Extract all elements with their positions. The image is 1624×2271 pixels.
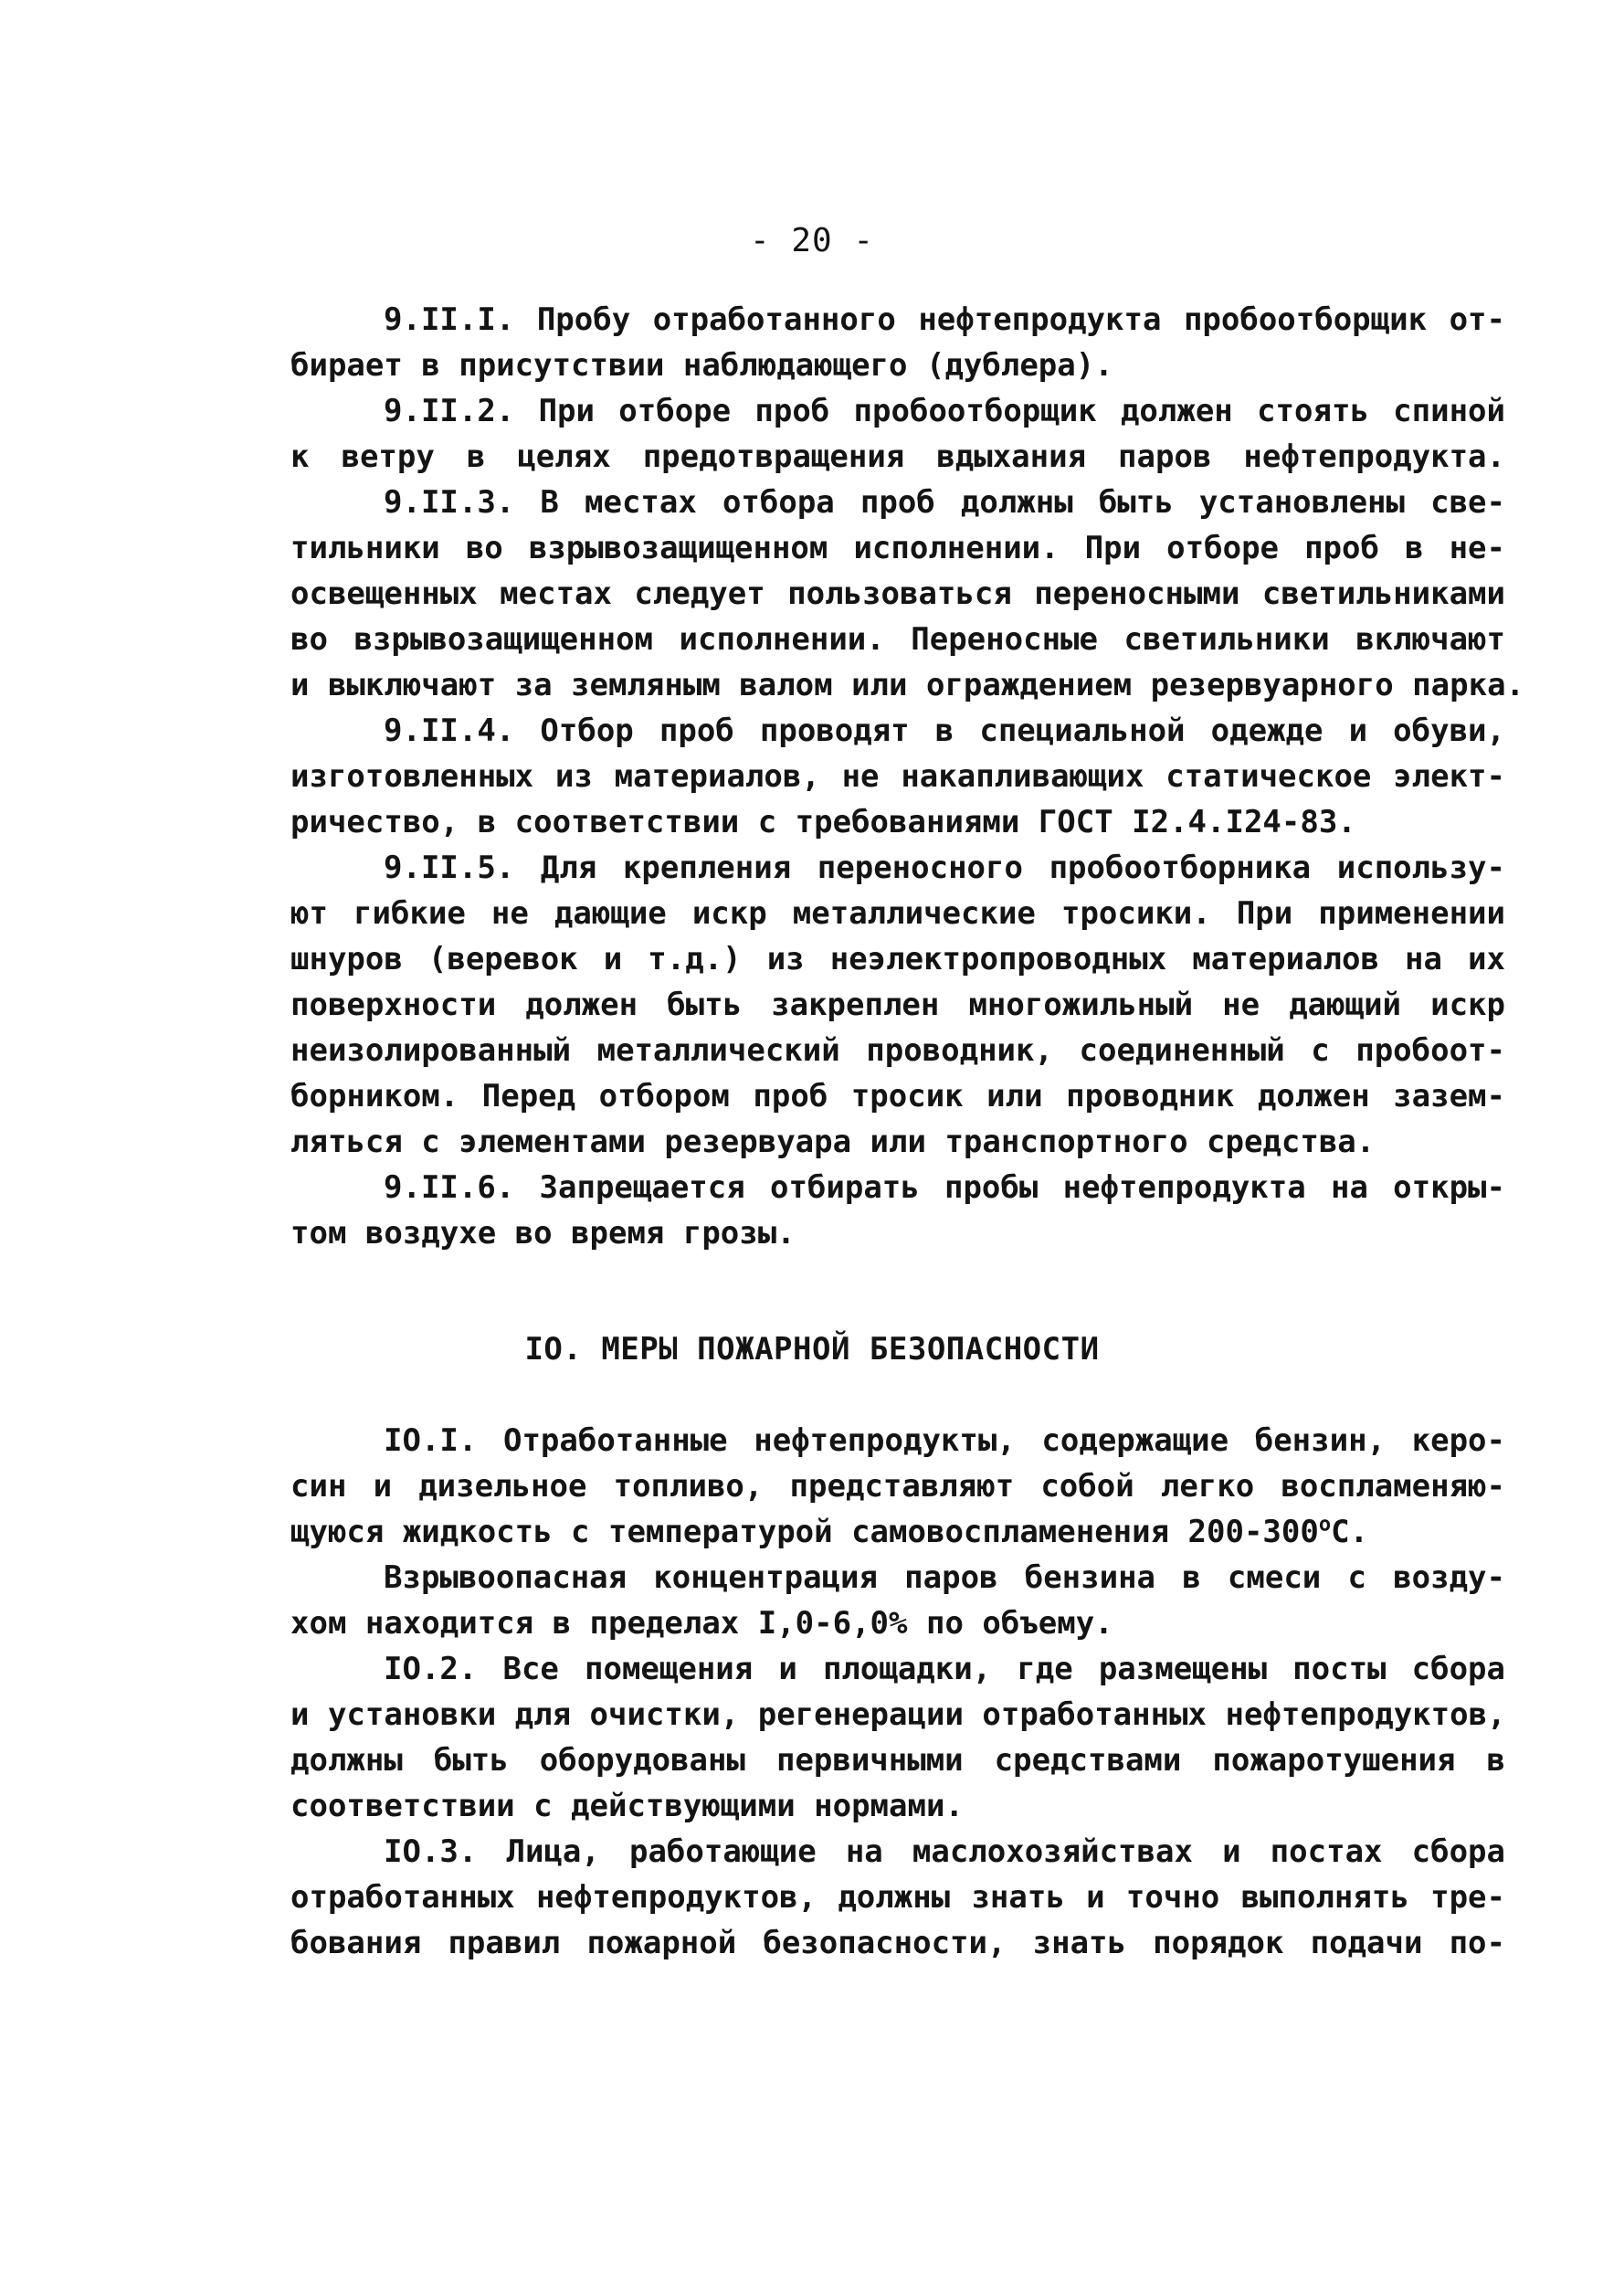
text-line: бования правил пожарной безопасности, знать порядок подачи по- [290, 1925, 1505, 1961]
text-line: 9.II.3. В местах отбора проб должны быть установлены све- [384, 484, 1505, 521]
text-line: бирает в присутствии наблюдающего (дублера). [290, 347, 1113, 384]
text-line: син и дизельное топливо, представляют собой легко воспламеняю- [290, 1468, 1505, 1505]
text-line: хом находится в пределах I,0-6,0% по объему. [290, 1605, 1113, 1642]
text-line: ляться с элементами резервуара или транспортного средства. [290, 1124, 1376, 1160]
text-line: к ветру в целях предотвращения вдыхания паров нефтепродукта. [290, 438, 1505, 475]
text-line: должны быть оборудованы первичными средствами пожаротушения в [290, 1742, 1505, 1779]
text-line: поверхности должен быть закреплен многожильный не дающий искр [290, 987, 1505, 1023]
text-line: 9.II.4. Отбор проб проводят в специальной одежде и обуви, [384, 713, 1505, 749]
text-line: соответствии с действующими нормами. [290, 1788, 964, 1824]
degree-sign: o [1318, 1513, 1332, 1537]
text-line: шнуров (веревок и т.д.) из неэлектропроводных материалов на их [290, 941, 1505, 977]
section-heading: IO. МЕРЫ ПОЖАРНОЙ БЕЗОПАСНОСТИ [524, 1331, 1100, 1368]
text-line: неизолированный металлический проводник, соединенный с пробоот- [290, 1032, 1505, 1069]
text-line: IO.2. Все помещения и площадки, где размещены посты сбора [384, 1651, 1505, 1687]
text-line: том воздухе во время грозы. [290, 1215, 796, 1252]
text-line-with-degree [290, 1509, 1505, 1555]
text-line: и выключают за земляным валом или ограждением резервуарного парка. [290, 667, 1525, 703]
text-line: 9.II.5. Для крепления переносного пробоотборника использу- [384, 850, 1505, 886]
text-line: Взрывоопасная концентрация паров бензина в смеси с возду- [384, 1559, 1505, 1596]
text-line: и установки для очистки, регенерации отработанных нефтепродуктов, [290, 1696, 1506, 1733]
text-segment: щуюся жидкость с температурой самовоспламенения 200-300 [290, 1514, 1319, 1550]
text-line: освещенных местах следует пользоваться переносными светильниками [290, 576, 1505, 612]
text-line: во взрывозащищенном исполнении. Переносные светильники включают [290, 621, 1505, 658]
text-line: изготовленных из материалов, не накапливающих статическое элект- [290, 758, 1505, 795]
text-line: борником. Перед отбором проб тросик или проводник должен зазем- [290, 1078, 1505, 1114]
text-line: IO.3. Лица, работающие на маслохозяйствах и постах сбора [384, 1833, 1505, 1870]
text-line: тильники во взрывозащищенном исполнении. При отборе проб в не- [290, 530, 1505, 566]
text-line: отработанных нефтепродуктов, должны знать и точно выполнять тре- [290, 1879, 1505, 1916]
text-line: ричество, в соответствии с требованиями ГОСТ I2.4.I24-83. [290, 804, 1356, 840]
text-line: IO.I. Отработанные нефтепродукты, содержащие бензин, керо- [384, 1422, 1505, 1459]
degree-unit: C. [1331, 1514, 1369, 1550]
text-line: ют гибкие не дающие искр металлические тросики. При применении [290, 895, 1505, 932]
text-line: 9.II.2. При отборе проб пробоотборщик должен стоять спиной [384, 393, 1505, 429]
text-line: 9.II.I. Пробу отработанного нефтепродукта пробоотборщик от- [384, 301, 1505, 338]
text-line: 9.II.6. Запрещается отбирать пробы нефтепродукта на откры- [384, 1169, 1505, 1206]
page-number: - 20 - [749, 222, 875, 259]
